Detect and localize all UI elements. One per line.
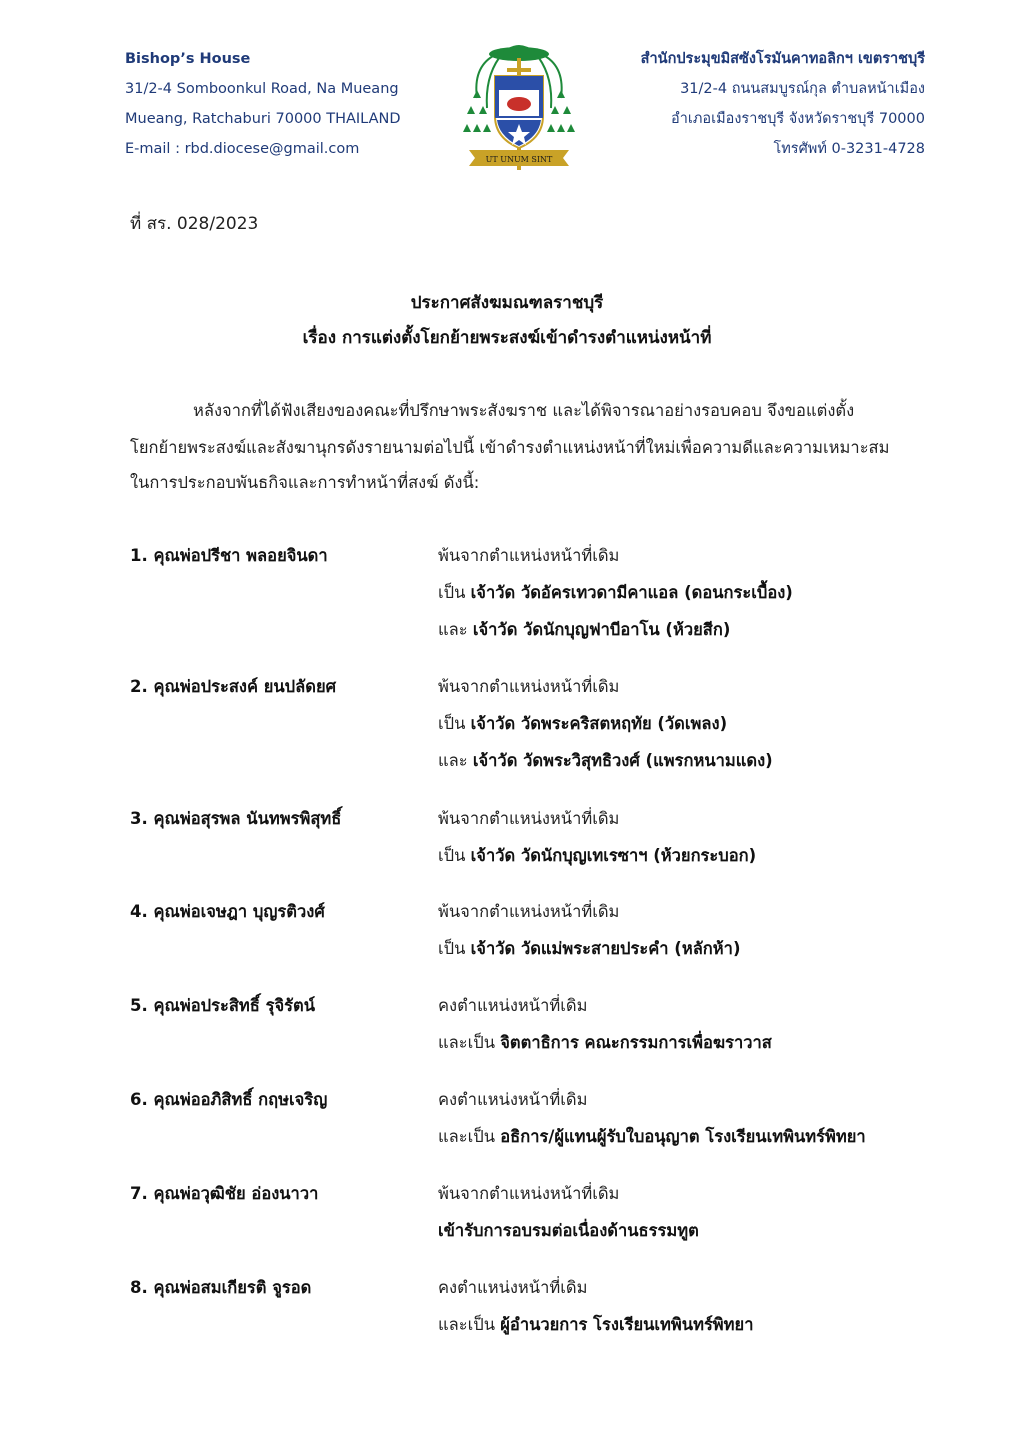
letterhead-name: Bishop’s House bbox=[125, 51, 251, 67]
appointee-name: 1. คุณพ่อปรีชา พลอยจินดา bbox=[130, 546, 328, 565]
appointment-position: เจ้าวัด วัดนักบุญเทเรซาฯ (ห้วยกระบอก) bbox=[470, 846, 757, 865]
appointee-name: 7. คุณพ่อวุฒิชัย อ่องนาวา bbox=[130, 1184, 319, 1203]
appointment-detail-prefix: เป็น bbox=[438, 583, 471, 602]
appointment-detail-line bbox=[438, 1312, 754, 1338]
appointee-name: 2. คุณพ่อประสงค์ ยนปลัดยศ bbox=[130, 677, 337, 696]
appointee-name: 3. คุณพ่อสุรพล นันทพรพิสุทธิ์ bbox=[130, 809, 342, 828]
appointee-name: 8. คุณพ่อสมเกียรติ จูรอด bbox=[130, 1278, 312, 1297]
appointment-detail-prefix: พ้นจากตำแหน่งหน้าที่เดิม bbox=[438, 546, 620, 565]
appointment-detail-line bbox=[438, 1030, 772, 1056]
appointment-detail-line bbox=[438, 1275, 587, 1301]
appointee-name: 4. คุณพ่อเจษฎา บุญรติวงศ์ bbox=[130, 902, 325, 921]
appointment-detail-prefix: เป็น bbox=[438, 714, 471, 733]
appointment-detail-prefix: เป็น bbox=[438, 846, 471, 865]
appointment-detail-prefix: พ้นจากตำแหน่งหน้าที่เดิม bbox=[438, 809, 620, 828]
appointment-position: ผู้อำนวยการ โรงเรียนเทพินทร์พิทยา bbox=[500, 1315, 754, 1334]
appointment-detail-prefix: พ้นจากตำแหน่งหน้าที่เดิม bbox=[438, 902, 620, 921]
appointment-detail-prefix: เป็น bbox=[438, 939, 471, 958]
appointment-detail-prefix: และเป็น bbox=[438, 1033, 501, 1052]
appointment-position: เจ้าวัด วัดแม่พระสายประคำ (หลักห้า) bbox=[470, 939, 741, 958]
appointment-detail-line bbox=[438, 806, 619, 832]
appointment-detail-line bbox=[438, 580, 793, 606]
appointment-position: เจ้าวัด วัดอัครเทวดามีคาแอล (ดอนกระเบื้อง) bbox=[470, 583, 793, 602]
intro-line-1: หลังจากที่ได้ฟังเสียงของคณะที่ปรึกษาพระสังฆราช และได้พิจารณาอย่างรอบคอบ จึงขอแต่งตั้ง bbox=[193, 401, 855, 420]
appointment-detail-prefix: และ bbox=[438, 620, 473, 639]
appointee-name: 6. คุณพ่ออภิสิทธิ์ กฤษเจริญ bbox=[130, 1090, 328, 1109]
appointment-detail-prefix: คงตำแหน่งหน้าที่เดิม bbox=[438, 996, 588, 1015]
appointment-detail-prefix: คงตำแหน่งหน้าที่เดิม bbox=[438, 1090, 588, 1109]
intro-line-3: ในการประกอบพันธกิจและการทำหน้าที่สงฆ์ ดังนี้: bbox=[130, 473, 480, 492]
appointment-detail-prefix: คงตำแหน่งหน้าที่เดิม bbox=[438, 1278, 588, 1297]
letterhead-right bbox=[641, 48, 925, 168]
appointment-position: เจ้าวัด วัดพระคริสตหฤทัย (วัดเพลง) bbox=[470, 714, 728, 733]
appointment-detail-line bbox=[438, 936, 740, 962]
intro-line-2: โยกย้ายพระสงฆ์และสังฆานุกรดังรายนามต่อไปนี้ เข้าดำรงตำแหน่งหน้าที่ใหม่เพื่อความดีและความเหมาะสม bbox=[130, 438, 890, 457]
appointment-detail-line bbox=[438, 899, 619, 925]
appointment-position: เจ้าวัด วัดนักบุญฟาบีอาโน (ห้วยสีก) bbox=[472, 620, 731, 639]
letterhead-address-line-2: Mueang, Ratchaburi 70000 THAILAND bbox=[125, 111, 401, 127]
appointment-detail-line bbox=[438, 711, 727, 737]
appointment-detail-line bbox=[438, 748, 773, 774]
appointment-detail-line bbox=[438, 1218, 699, 1244]
appointment-detail-prefix: พ้นจากตำแหน่งหน้าที่เดิม bbox=[438, 677, 620, 696]
appointment-detail-line bbox=[438, 543, 619, 569]
letterhead-org-thai: สำนักประมุขมิสซังโรมันคาทอลิกฯ เขตราชบุรี bbox=[640, 51, 925, 67]
appointment-detail-line bbox=[438, 617, 730, 643]
appointment-position: อธิการ/ผู้แทนผู้รับใบอนุญาต โรงเรียนเทพินทร์พิทยา bbox=[500, 1127, 866, 1146]
appointment-detail-line bbox=[438, 1087, 587, 1113]
appointment-detail-line bbox=[438, 1124, 866, 1150]
appointment-detail-prefix: และ bbox=[438, 751, 473, 770]
appointment-position: จิตตาธิการ คณะกรรมการเพื่อฆราวาส bbox=[500, 1033, 772, 1052]
appointment-position: เจ้าวัด วัดพระวิสุทธิวงศ์ (แพรกหนามแดง) bbox=[472, 751, 773, 770]
appointment-detail-line bbox=[438, 674, 619, 700]
appointment-detail-line bbox=[438, 993, 587, 1019]
letterhead-address-thai-1: 31/2-4 ถนนสมบูรณ์กุล ตำบลหน้าเมือง bbox=[680, 81, 925, 97]
appointment-position: เข้ารับการอบรมต่อเนื่องด้านธรรมทูต bbox=[438, 1221, 699, 1240]
letterhead-left bbox=[125, 48, 401, 168]
crest-motto: UT UNUM SINT bbox=[485, 155, 553, 164]
diocese-crest-logo bbox=[463, 38, 575, 176]
reference-number: ที่ สร. 028/2023 bbox=[130, 214, 259, 234]
letterhead-email: E-mail : rbd.diocese@gmail.com bbox=[125, 141, 360, 157]
appointment-detail-prefix: และเป็น bbox=[438, 1127, 501, 1146]
letterhead-address-thai-2: อำเภอเมืองราชบุรี จังหวัดราชบุรี 70000 bbox=[671, 111, 925, 127]
announcement-subject: เรื่อง การแต่งตั้งโยกย้ายพระสงฆ์เข้าดำรงตำแหน่งหน้าที่ bbox=[302, 328, 712, 348]
appointee-name: 5. คุณพ่อประสิทธิ์ รุจิรัตน์ bbox=[130, 996, 315, 1015]
appointment-detail-line bbox=[438, 1181, 619, 1207]
appointment-detail-prefix: และเป็น bbox=[438, 1315, 501, 1334]
letterhead-address-line-1: 31/2-4 Somboonkul Road, Na Mueang bbox=[125, 81, 399, 97]
appointment-detail-prefix: พ้นจากตำแหน่งหน้าที่เดิม bbox=[438, 1184, 620, 1203]
appointment-detail-line bbox=[438, 843, 756, 869]
letterhead-phone-thai: โทรศัพท์ 0-3231-4728 bbox=[773, 141, 925, 157]
announcement-title: ประกาศสังฆมณฑลราชบุรี bbox=[410, 293, 604, 313]
